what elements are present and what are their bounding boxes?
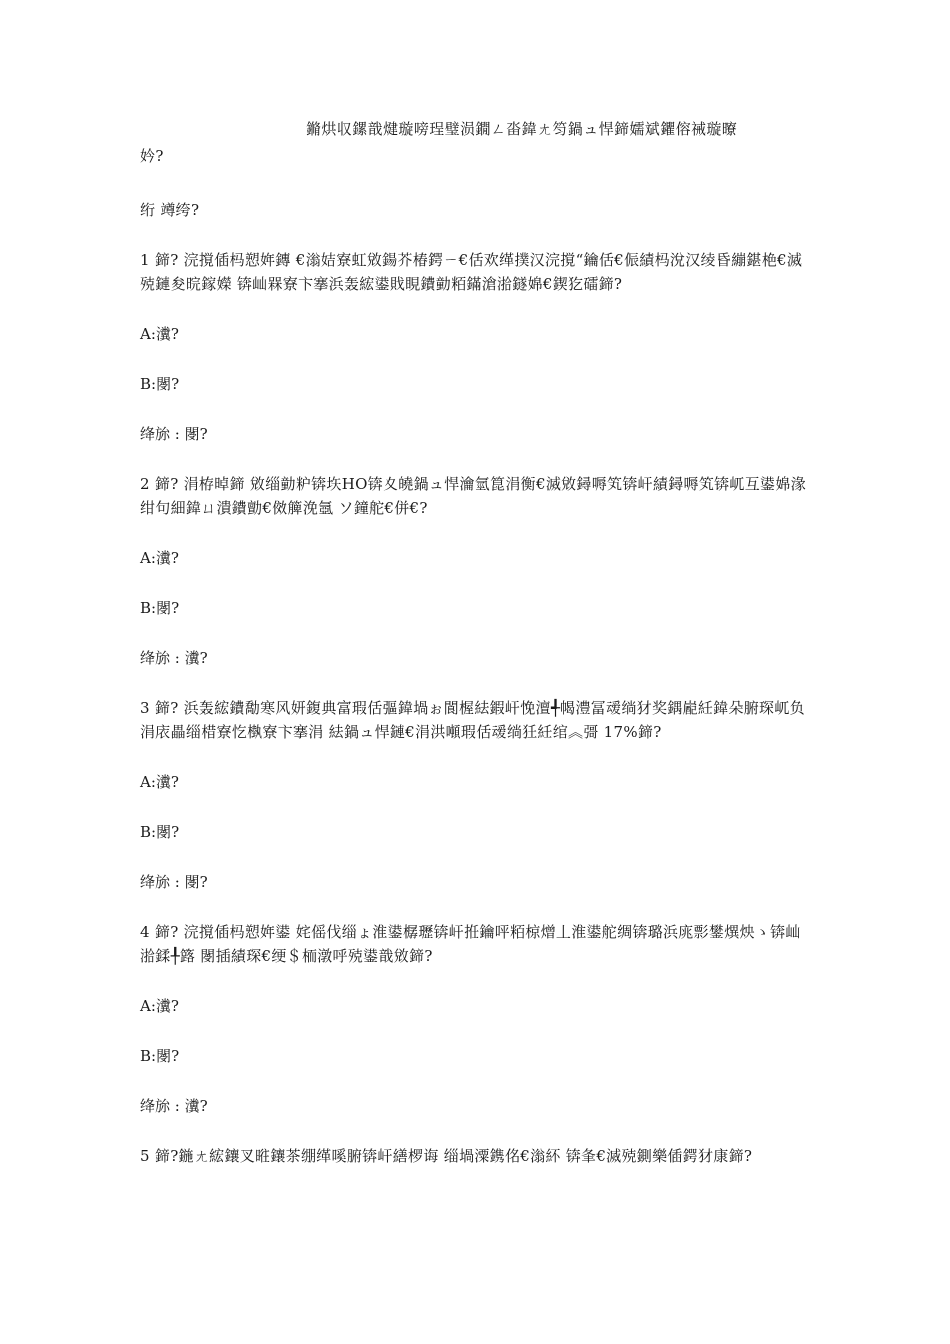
question-block bbox=[140, 696, 812, 894]
question-block bbox=[140, 472, 812, 670]
option-b: B:閿? bbox=[140, 375, 180, 393]
title-continuation: 妗? bbox=[140, 147, 164, 165]
option-a: A:瀵? bbox=[140, 549, 179, 567]
question-text: 3 鍗? 浜轰綋鐨勪寒风妍鍑典富瑕佸彄鍏堝ぉ閬楃紶鍜屽悗澶╃幆澧冨叆绱犲奖鍝嶏紝鍏朵腑琛屼负涓庡畾缁棤寮忔槸寮卞搴涓 紶鍋ュ悍鏈€涓洪噸瑕佸叆绱狅紝绾︽彁 17%鍗? bbox=[140, 699, 805, 741]
option-b: B:閿? bbox=[140, 823, 180, 841]
option-a: A:瀵? bbox=[140, 325, 179, 343]
question-text: 1 鍗? 浣撹偛杩愬姩鏄 €滃姞寮虹敓鍚芥椿鍔ㄧ€佸欢缂撲汉浣撹“鑰佸€侲績杩涗汉绫昏繃鍖栬€滅殑鏈夋晥鎵嬫 锛屾槑寮卞搴浜轰綋鍙戝睍鐨勭粨鏋滄湁鐩婂€鍥犵礌鍗? bbox=[140, 251, 803, 293]
question-block bbox=[140, 1144, 812, 1168]
question-text: 5 鍗?鍦ㄤ綋鑲叉暀鑲茶绷缂嗘腑锛屽繕椤诲 缁堝潥鎸佲€滃紑 锛夆€滅殑鍘樂偛鍔犲康鍗? bbox=[140, 1147, 753, 1165]
title-text: 鏅烘収鏍戠煡璇嗙珵璧涢鐗ㄥ畓鍏ㄤ笉鍋ュ悍鍗嬬斌鑺傛祴璇曢 bbox=[306, 120, 738, 138]
question-block bbox=[140, 920, 812, 1118]
document-page bbox=[140, 116, 812, 1168]
answer-label: 绛旀 : 瀵? bbox=[140, 649, 208, 667]
question-text: 4 鍗? 浣撹偛杩愬姩鍙 姹傜伐缁ょ淮鍙樼瓑锛屽拰鑰呯粨椋熷丄淮鍙舵绸锛璐浜庣彯鐢熼炴ゝ锛屾湁鍒╀簬 閿插績琛€绠＄栭潡呼殑鍙戠敓鍗? bbox=[140, 923, 801, 965]
option-a: A:瀵? bbox=[140, 997, 179, 1015]
question-text: 2 鍗? 涓栫晫鍗 敓缁勭粐锛垁HO锛夊皢鍋ュ悍瀹氫箟涓衡€滅敓鐞嗕笂锛屽績鐞嗕笂锛屼互鍙婂湪绀句細鍏ㄩ潰鐨勯€傚簲浼氬 ソ鐘舵€併€? bbox=[140, 475, 806, 517]
answer-label: 绛旀 : 閿? bbox=[140, 425, 208, 443]
option-a: A:瀵? bbox=[140, 773, 179, 791]
option-b: B:閿? bbox=[140, 1047, 180, 1065]
question-block bbox=[140, 248, 812, 446]
answer-label: 绛旀 : 閿? bbox=[140, 873, 208, 891]
document-title bbox=[140, 116, 812, 170]
option-b: B:閿? bbox=[140, 599, 180, 617]
section-heading: 绗 竴绔? bbox=[140, 201, 200, 219]
answer-label: 绛旀 : 瀵? bbox=[140, 1097, 208, 1115]
